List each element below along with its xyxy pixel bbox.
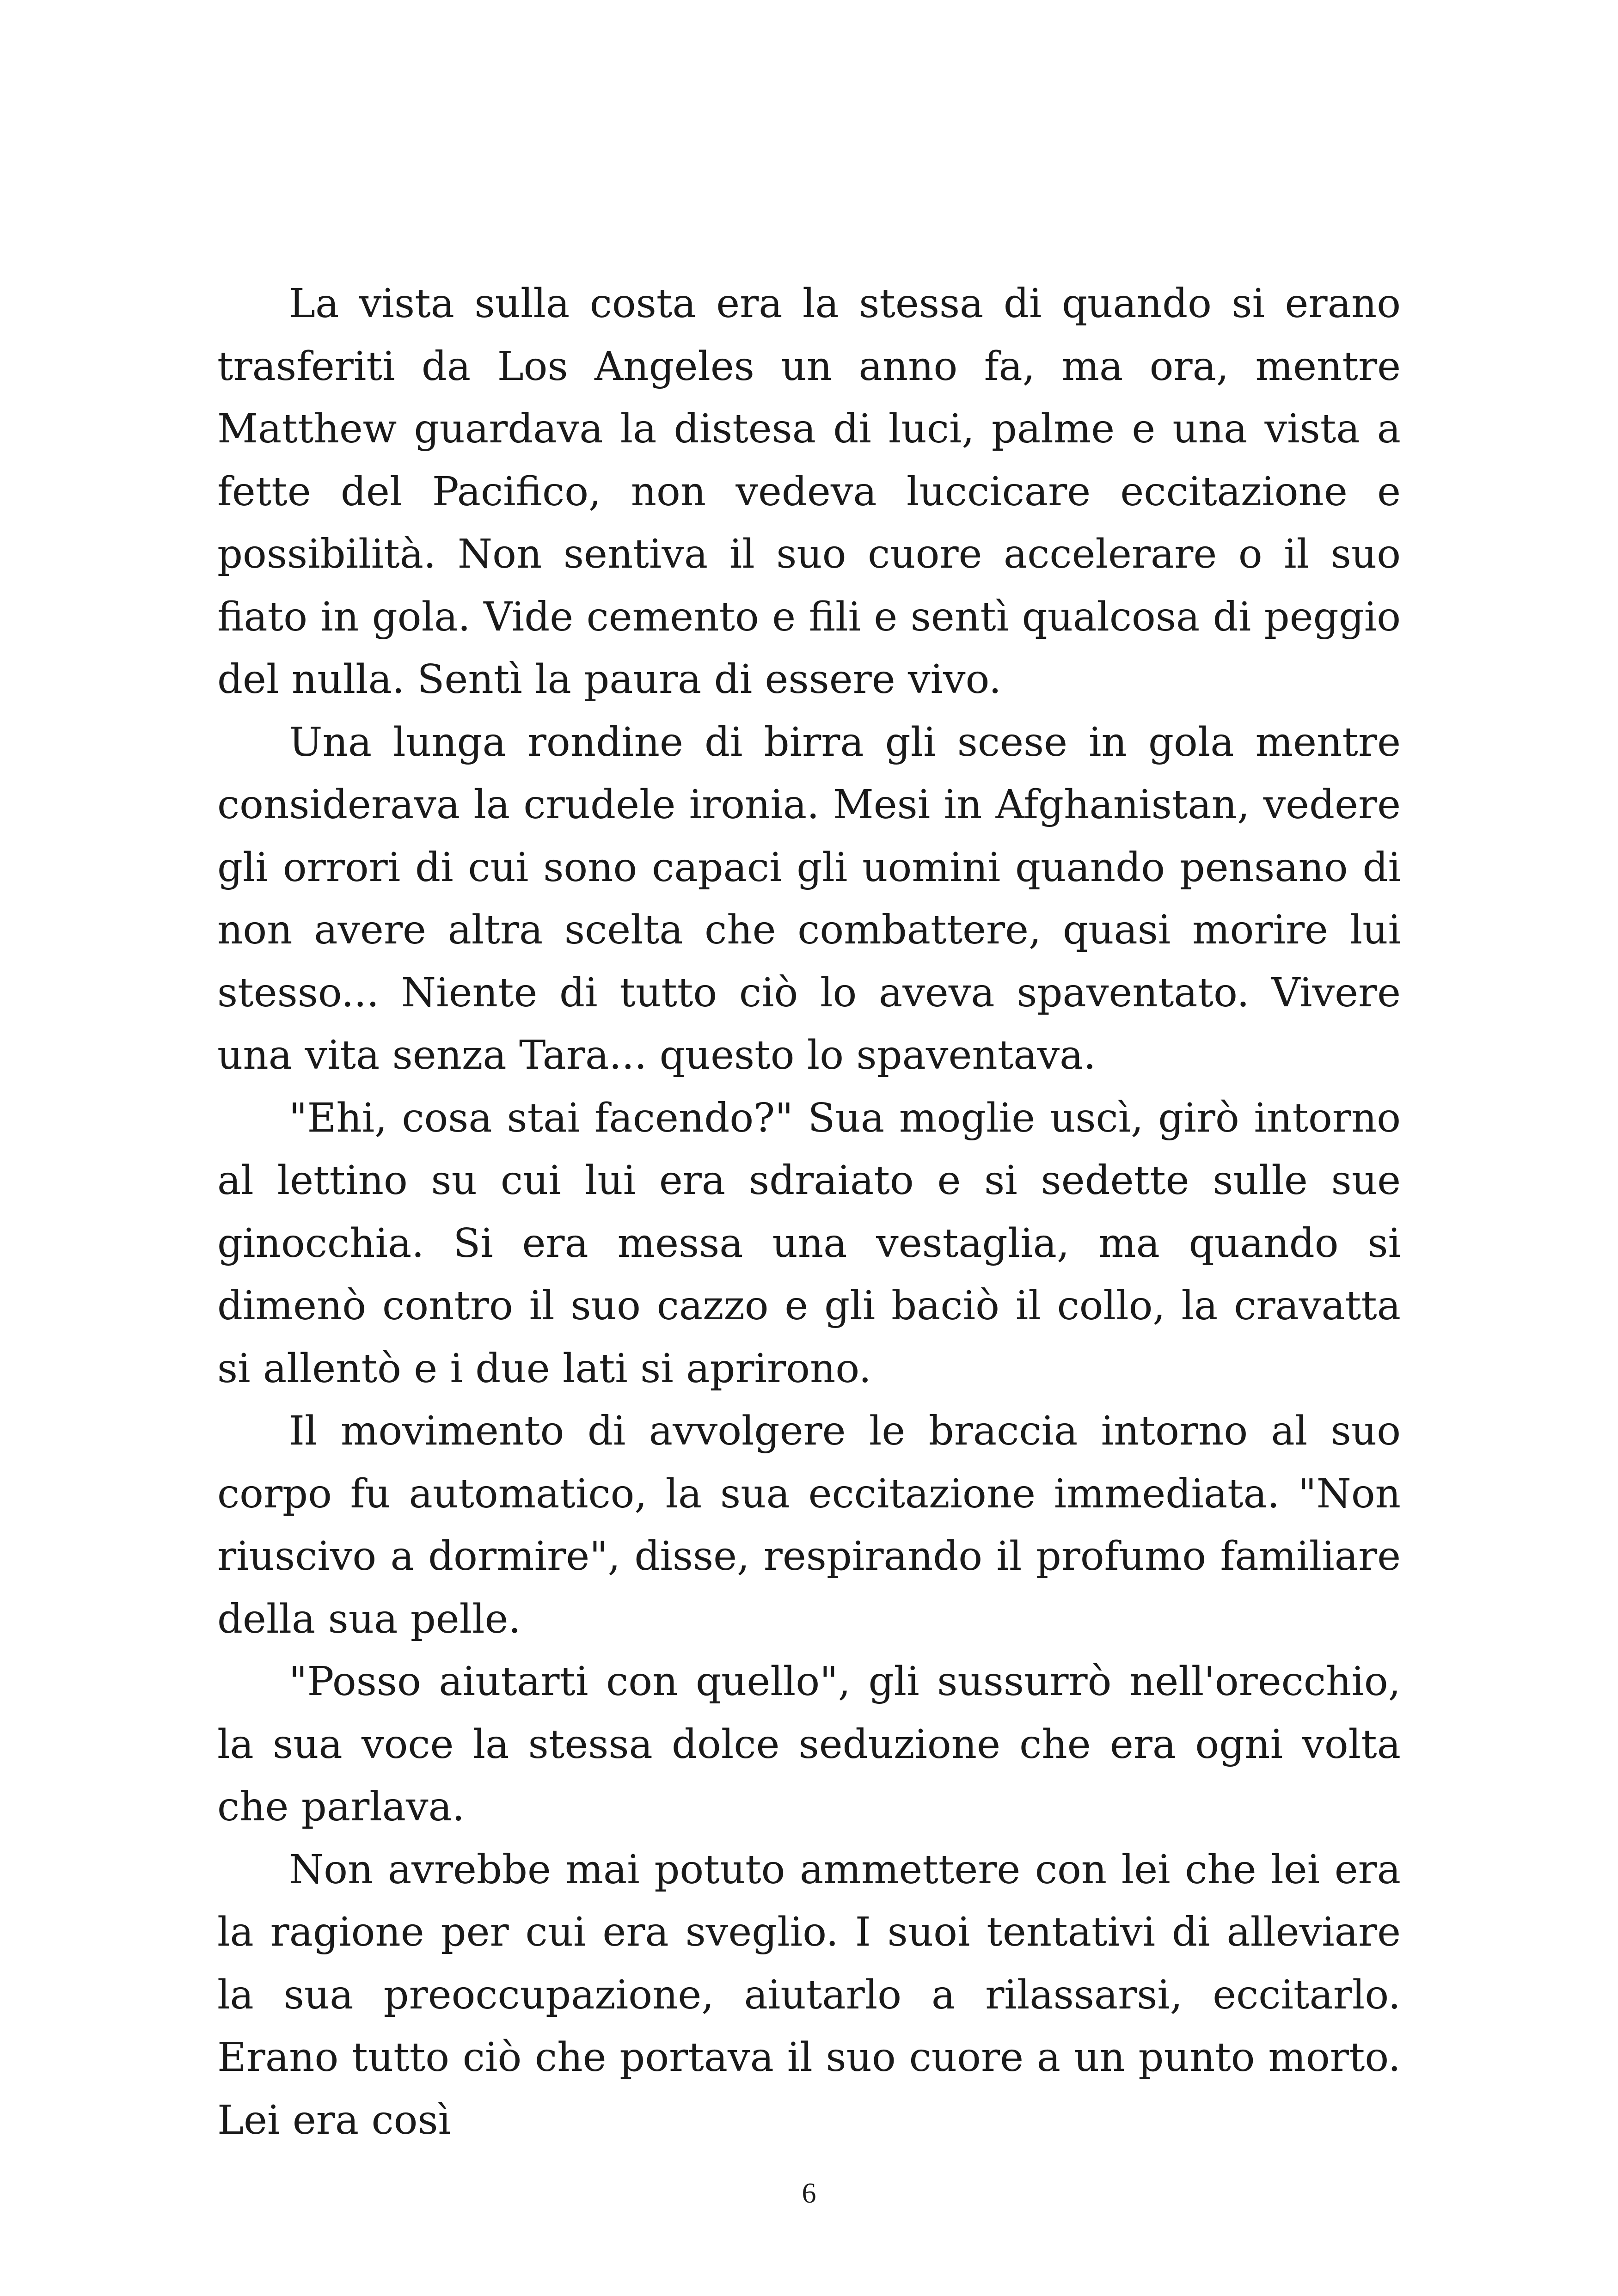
paragraph-6: Non avrebbe mai potuto ammettere con lei che lei era la ragione per cui era sveglio. I suoi tentativi di alleviare la sua preoccupazione, aiutarlo a rilassarsi, eccitarlo. Erano tutto ciò che portava il suo cuore a un punto morto. Lei era così xyxy=(217,1846,1401,2143)
paragraph-5: "Posso aiutarti con quello", gli sussurrò nell'orecchio, la sua voce la stessa dolce seduzione che era ogni volta che parlava. xyxy=(217,1659,1401,1830)
page-number: 6 xyxy=(802,2178,816,2209)
body-text xyxy=(217,273,1401,2152)
paragraph-3: "Ehi, cosa stai facendo?" Sua moglie uscì, girò intorno al lettino su cui lui era sdraiato e si sedette sulle sue ginocchia. Si era messa una vestaglia, ma quando si dimenò contro il suo cazzo e gli baciò il collo, la cravatta si allentò e i due lati si aprirono. xyxy=(217,1095,1401,1392)
paragraph-1: La vista sulla costa era la stessa di quando si erano trasferiti da Los Angeles un anno fa, ma ora, mentre Matthew guardava la distesa di luci, palme e una vista a fette del Pacifico, non vedeva luccicare eccitazione e possibilità. Non sentiva il suo cuore accelerare o il suo fiato in gola. Vide cemento e fili e sentì qualcosa di peggio del nulla. Sentì la paura di essere vivo. xyxy=(217,281,1401,703)
paragraph-2: Una lunga rondine di birra gli scese in gola mentre considerava la crudele ironia. Mesi in Afghanistan, vedere gli orrori di cui sono capaci gli uomini quando pensano di non avere altra scelta che combattere, quasi morire lui stesso... Niente di tutto ciò lo aveva spaventato. Vivere una vita senza Tara... questo lo spaventava. xyxy=(217,719,1401,1078)
paragraph-4: Il movimento di avvolgere le braccia intorno al suo corpo fu automatico, la sua eccitazione immediata. "Non riuscivo a dormire", disse, respirando il profumo familiare della sua pelle. xyxy=(217,1408,1401,1642)
